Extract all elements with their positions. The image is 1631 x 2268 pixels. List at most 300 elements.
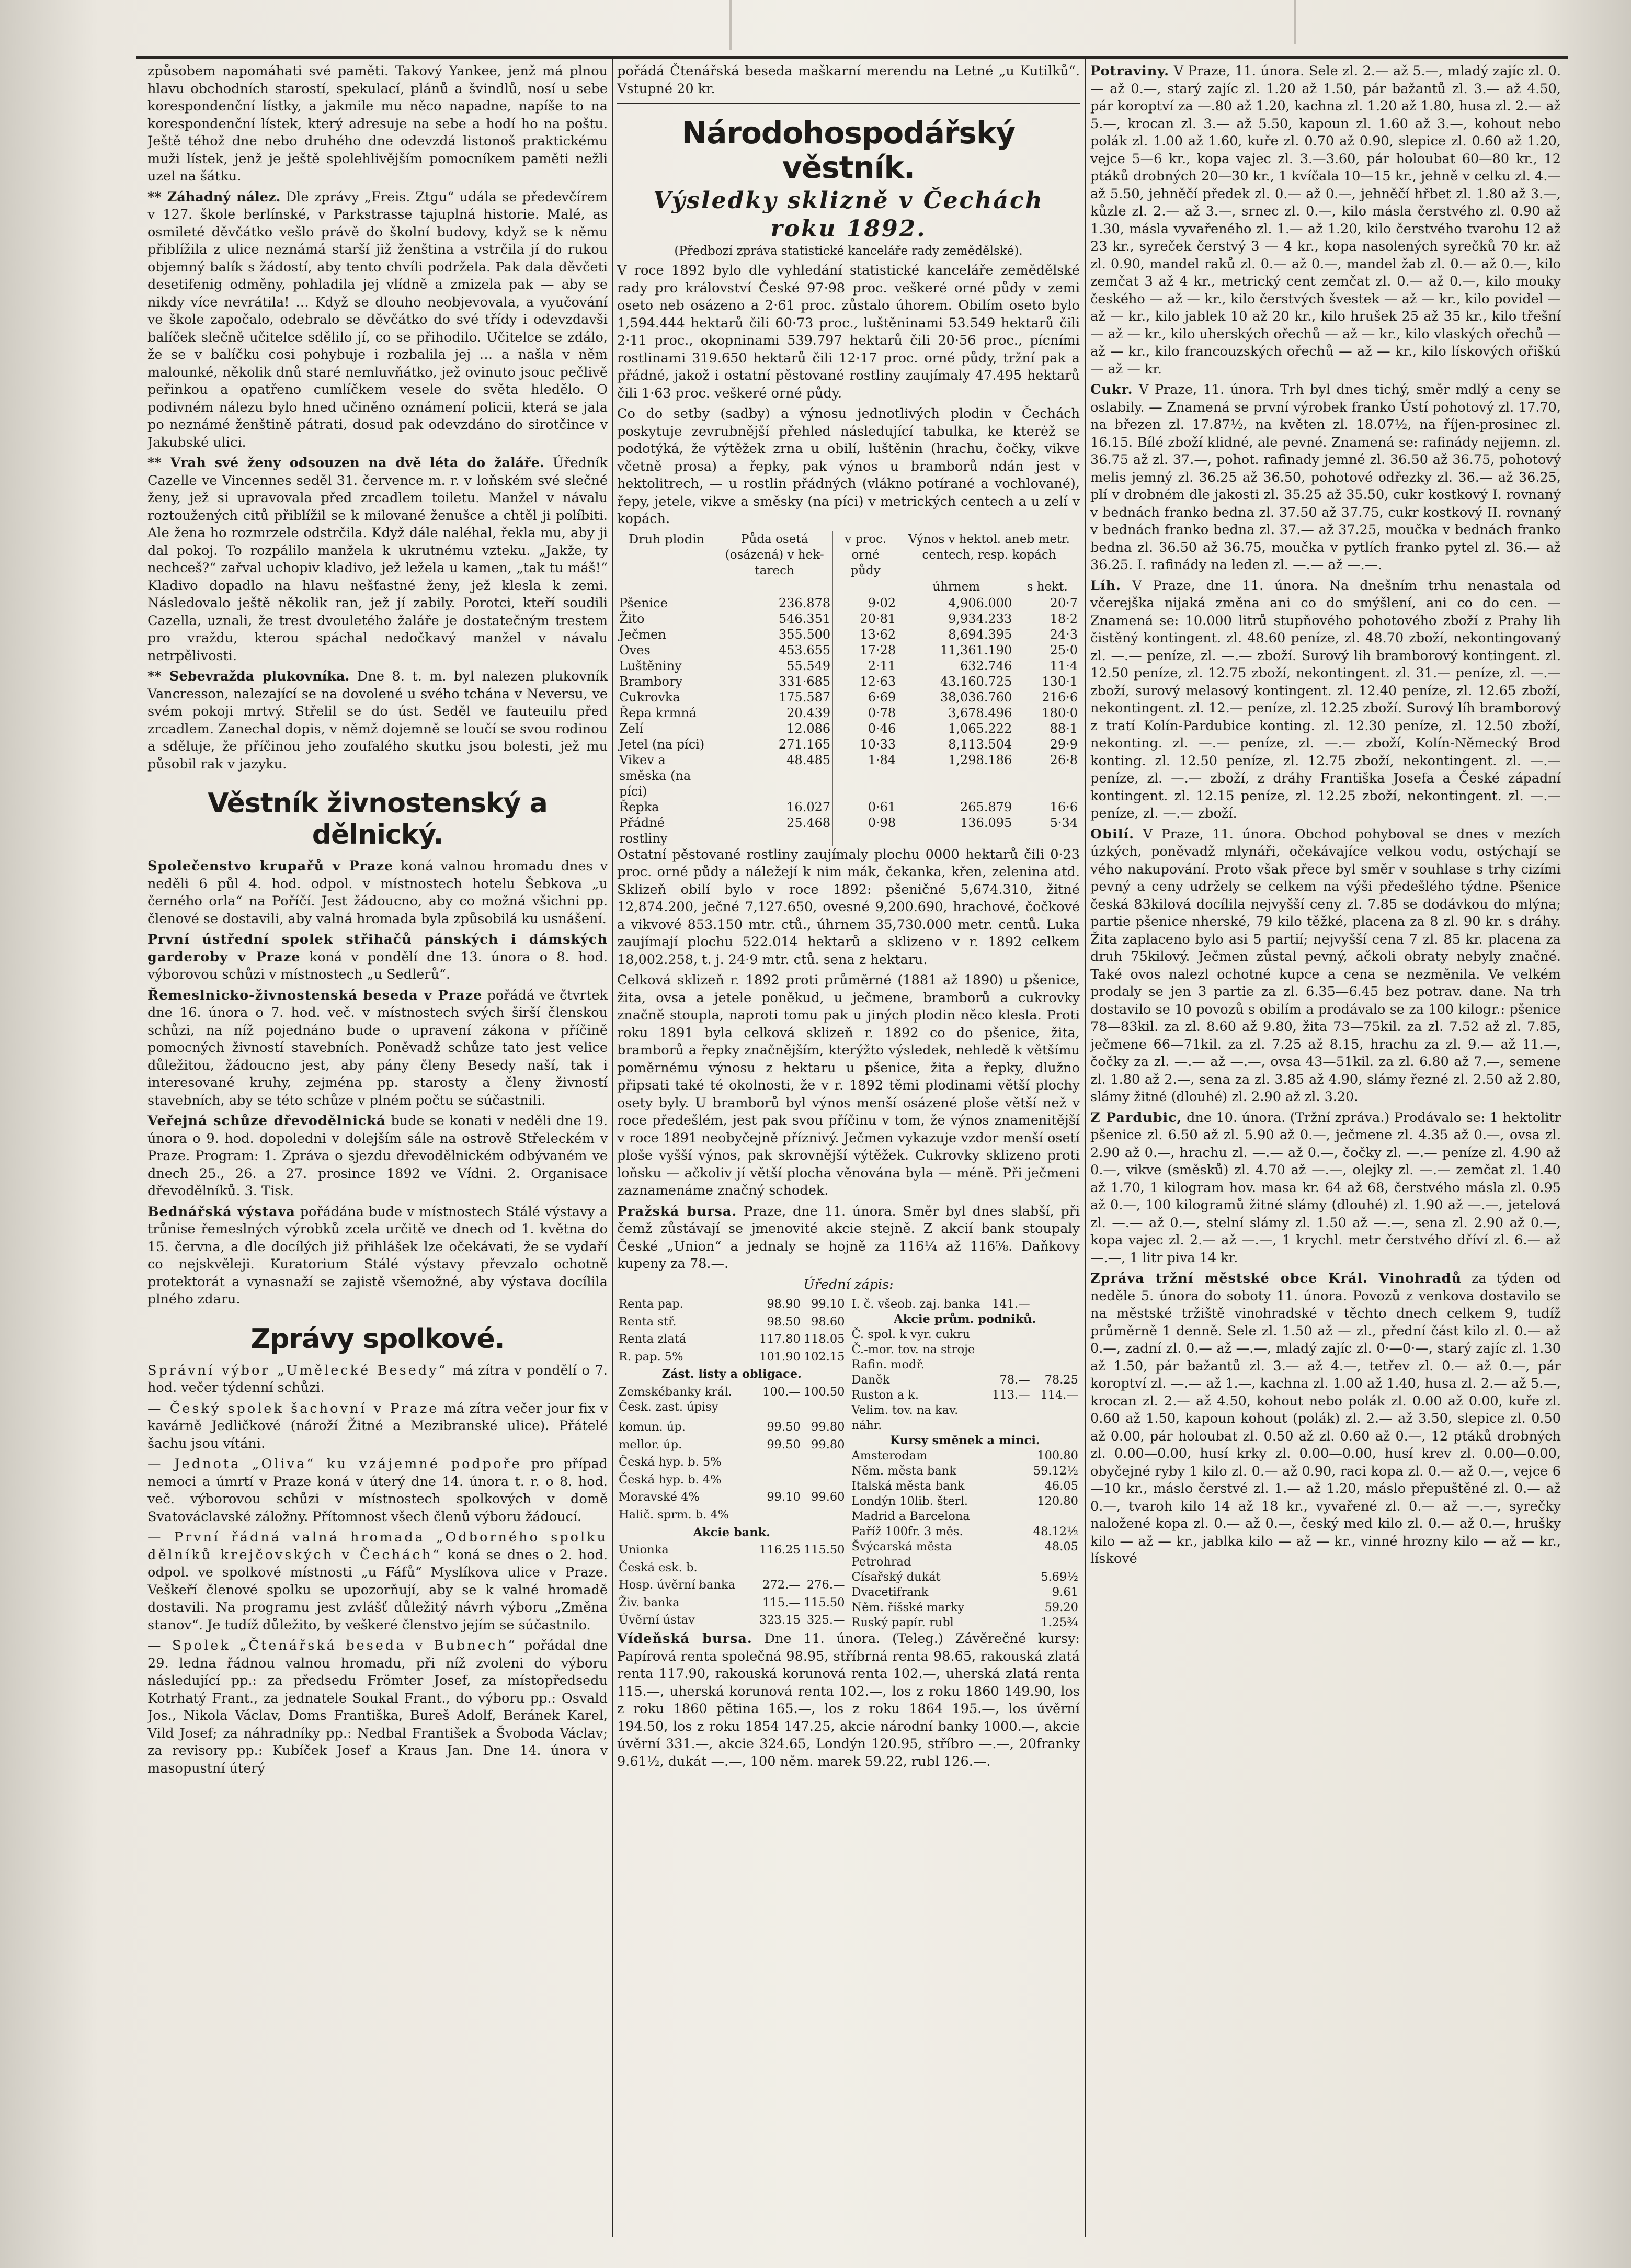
crop-value-cell: 55.549 bbox=[716, 658, 833, 674]
club-news-lead: Správní výbor „Umělecké Besedy“ bbox=[147, 1362, 448, 1378]
club-news-paragraph: — Spolek „Čtenářská beseda v Bubnech“ pořádal dne 29. ledna řádnou valnou hromadu, při níž zvoleni do výboru následující pp.: za předsedu Frömter Josef, za místopředsedu Kotrhatý Frant., za jednatele Soukal Frant., do výboru pp.: Osvald Jos., Nikola Václav, Doms Františka, Bureš Adolf, Beránek Karel, Vild Josef; za náhradníky pp.: Nedbal František a Švoboda Václav; za revisory pp.: Kubíček Josef a Kraus Jan. Dne 14. února v masopustní úterý bbox=[147, 1638, 608, 1776]
burse-row bbox=[617, 1420, 847, 1437]
security-name: Hosp. úvěrní banka bbox=[619, 1578, 735, 1592]
notice-paragraph: Veřejná schůze dřevodělnická bude se konati v neděli dne 19. února o 9. hod. dopoledni v dolejším sále na ostrově Střeleckém v Praze. Program: 1. Zpráva o sjezdu dřevodělnickém odbývaném ve dnech 25., 26. a 27. prosince 1892 ve Vídni. 2. Organisace dřevodělníků. 3. Tisk. bbox=[147, 1113, 608, 1199]
security-name: Renta pap. bbox=[619, 1297, 683, 1311]
burse-row bbox=[617, 1578, 847, 1595]
ask-price: 1.25¾ bbox=[1041, 1616, 1078, 1629]
burse-row bbox=[617, 1332, 847, 1350]
burse-row bbox=[850, 1555, 1080, 1570]
burse-row bbox=[850, 1448, 1080, 1464]
table-row bbox=[617, 611, 1080, 627]
table-row bbox=[617, 705, 1080, 721]
bid-price bbox=[990, 1403, 1032, 1433]
burse-row bbox=[617, 1595, 847, 1613]
ask-price: 99.10 bbox=[811, 1297, 845, 1311]
security-name: Amsterodam bbox=[851, 1449, 928, 1462]
burse-row bbox=[850, 1494, 1080, 1509]
notice-lead: První ústřední spolek střihačů pánských i dámských garderoby v Praze bbox=[147, 932, 608, 965]
bid-price bbox=[990, 1494, 1032, 1509]
security-name: Renta stř. bbox=[619, 1314, 677, 1329]
table-row bbox=[617, 736, 1080, 752]
security-name: Něm. říšské marky bbox=[851, 1601, 965, 1614]
ask-price bbox=[802, 1507, 847, 1525]
ask-price: 46.05 bbox=[1044, 1479, 1078, 1493]
security-name: Petrohrad bbox=[851, 1555, 911, 1569]
bid-price bbox=[990, 1509, 1032, 1524]
crop-value-cell: 29·9 bbox=[1014, 736, 1080, 752]
bid-price: 78.— bbox=[999, 1373, 1030, 1387]
crop-value-cell: 88·1 bbox=[1014, 721, 1080, 736]
crop-value-cell: 48.485 bbox=[716, 752, 833, 799]
crop-value-cell: 13·62 bbox=[833, 627, 898, 642]
burse-table-left bbox=[617, 1297, 847, 1630]
crop-value-cell: 632.746 bbox=[898, 658, 1014, 674]
crop-value-cell: 8,694.395 bbox=[898, 627, 1014, 642]
article-paragraph: pořádá Čtenářská beseda maškarní merendu na Letné „u Kutilků“. Vstupné 20 kr. bbox=[617, 63, 1080, 97]
burse-row bbox=[850, 1327, 1080, 1342]
crop-name-cell: Řepka bbox=[619, 799, 659, 814]
bid-price: 116.25 bbox=[759, 1543, 801, 1557]
section-title: Věstník živnostenský a dělnický. bbox=[208, 788, 548, 850]
crop-value-cell: 136.095 bbox=[898, 815, 1014, 846]
bid-price: 272.— bbox=[762, 1578, 801, 1592]
bid-price bbox=[990, 1524, 1032, 1539]
article-paragraph: Celková sklizeň r. 1892 proti průměrné (1881 až 1890) u pšenice, žita, ovsa a jetele poněkud, u ječmene, bramborů a cukrovky značně stoupla, naproti tomu pak u jiných plodin něco klesla. Proti roku 1891 byla celková sklizeň r. 1892 co do pšenice, žita, bramborů a řepky značnějším, kterýžto výsledek, nehledě k většímu poměrnému výnosu z hektaru u pšenice, žita a řepky, dlužno připsati také té okolnosti, že v r. 1892 těmi plodinami větší plochy osety byly. U bramborů byl výnos menší osázené ploše větší než v roce předešlém, jest pak svou příčinu v tom, že výnos znamenitější v roce 1891 neobyčejně příznivý. Ječmen vykazuje vzdor menší osetí ploše vyšší výnos, pak skrovnější výtěžek. Cukrovky sklizeno proti loňsku — ačkoliv jí větší plocha věnována byla — méně. Při ječmeni zaznamenáme značný schodek. bbox=[617, 972, 1080, 1198]
burse-row bbox=[617, 1472, 847, 1490]
crop-value-cell: 17·28 bbox=[833, 642, 898, 658]
crop-value-cell: 9·02 bbox=[833, 595, 898, 611]
burse-table-right bbox=[850, 1297, 1080, 1630]
article-headline: Výsledky sklizně v Čechách bbox=[653, 187, 1044, 214]
scan-artifact bbox=[1294, 0, 1296, 44]
notice-paragraph: Řemeslnicko-živnostenská beseda v Praze pořádá ve čtvrtek dne 16. února o 7. hod. več. v místnostech svých širší členskou schůzi, na níž pojednáno bude o upravení zákona v příčině pomocných živností stavebních. Poněvadž schůze tato jest velice důležitou, žádoucno jest, aby pány členy Besedy naší, tak i interesované kruhy, zejména pp. starosty a členy živností stavebních, aby se této schůze v plném počtu se súčastnili. bbox=[147, 987, 608, 1108]
crop-name-cell: Ječmen bbox=[619, 627, 666, 642]
security-name: komun. úp. bbox=[619, 1420, 686, 1434]
market-report-lead: Cukr. bbox=[1090, 382, 1133, 398]
burse-row bbox=[850, 1570, 1080, 1585]
bid-price bbox=[990, 1357, 1032, 1373]
table-header-crop: Druh plodin bbox=[617, 531, 716, 595]
article-paragraph: Ostatní pěstované rostliny zaujímaly plochu 0000 hektarů čili 0·23 proc. orné půdy a náležejí k nim mák, čekanka, křen, zelenina atd. Sklizeň obilí bylo v roce 1892: pšeničné 5,674.310, žitné 12,874.200, ječné 7,127.650, ovesné 9,200.690, hrachové, čočkové a vikvové 853.150 mtr. ctů., úhrnem 35,730.000 metr. centů. Luka zaujímají plochu 522.014 hektarů a sklizeno v r. 1892 celkem 18,002.258, t. j. 24·9 mtr. ctů. sena z hektaru. bbox=[617, 846, 1080, 968]
security-name: mellor. úp. bbox=[619, 1437, 682, 1451]
burse-lead: Pražská bursa. bbox=[617, 1203, 737, 1219]
crop-value-cell: 355.500 bbox=[716, 627, 833, 642]
burse-row bbox=[617, 1543, 847, 1560]
crop-value-cell: 8,113.504 bbox=[898, 736, 1014, 752]
ask-price bbox=[802, 1560, 847, 1578]
ask-price: 100.80 bbox=[1037, 1449, 1078, 1462]
crop-value-cell: 25.468 bbox=[716, 815, 833, 846]
security-name: Ruston a k. bbox=[851, 1388, 919, 1402]
crop-value-cell: 24·3 bbox=[1014, 627, 1080, 642]
security-name: Italská města bank bbox=[851, 1479, 965, 1493]
market-report: Potraviny. V Praze, 11. února. Sele zl. 2.— až 5.—, mladý zajíc zl. 0.— až 0.—, starý zajíc zl. 1.20 až 1.50, pár bažantů zl. 3.— až 4.50, pár koroptví za —.80 až 1.20, kachna zl. 1.20 až 1.80, husa zl. 2.— až 5.—, krocan zl. 3.— až 5.50, kapoun zl. 1.60 až 3.—, kohout nebo polák zl. 1.00 až 1.60, kuře zl. 0.70 až 0.90, slepice zl. 0.60 až 1.20, vejce 5—6 kr., kopa vajec zl. 3.—3.60, pár holoubat 60—80 kr., 12 ptáků drobných 20—30 kr., 1 kvíčala 10—15 kr., jehně v celku zl. 4.— až 5.50, jehněčí předek zl. 0.— až 0.—, jehněčí hřbet zl. 1.80 až 3.—, kůzle zl. 2.— až 3.—, srnec zl. 0.—, kilo másla čerstvého zl. 0.90 až 1.30, másla vyvařeného zl. 1.— až 1.20, kilo čerstvého tvarohu 12 až 23 kr., syreček čerstvý 3 — 4 kr., kopa nasolených syrečků 70 kr. až zl. 0.90, mandel raků zl. 0.— až 0.—, mandel žab zl. 0.— až 0.—, kilo zemčat 3 až 4 kr., metrický cent zemčat zl. 0.— až 0.—, kilo mouky českého — až — kr., kilo čerstvých švestek — až — kr., kilo povidel — až — kr., kilo jablek 10 až 20 kr., kilo hrušek 25 až 35 kr., kilo třešní — až — kr., kilo uherských ořechů — až — kr., kilo vlaských ořechů — až — kr., kilo francouzských ořechů — až — kr., kilo lískových ořiškú — až — kr. bbox=[1090, 63, 1561, 377]
burse-quotes bbox=[617, 1297, 1080, 1630]
security-name: Renta zlatá bbox=[619, 1332, 687, 1346]
bid-price bbox=[990, 1342, 1032, 1357]
burse-row bbox=[850, 1388, 1080, 1403]
crop-name-cell: Jetel (na píci) bbox=[619, 736, 705, 752]
crop-value-cell: 180·0 bbox=[1014, 705, 1080, 721]
bid-price: 100.— bbox=[762, 1385, 801, 1399]
security-name: Česká hyp. b. 4% bbox=[619, 1472, 722, 1487]
security-name: Č. spol. k vyr. cukru bbox=[851, 1328, 970, 1341]
burse-row bbox=[617, 1297, 847, 1314]
crop-name-cell: Přádné rostliny bbox=[619, 815, 668, 846]
club-news-paragraph: — První řádná valná hromada „Odborného spolku dělníků krejčovských v Čechách“ koná se dnes o 2. hod. odpol. ve spolkové místnosti „u Fáfů“ Myslíkova ulice v Praze. Veškeří členové spolku se upozorňují, aby se k valné hromadě dostavili. Na programu jest zvlášť důležitý návrh výboru „Změna stanov“. Je tudíž důležito, by veškeré členstvo jejím se súčastnilo. bbox=[147, 1529, 608, 1633]
burse-row bbox=[850, 1479, 1080, 1494]
ask-price bbox=[1032, 1509, 1080, 1524]
scan-artifact bbox=[729, 0, 732, 50]
bid-price bbox=[758, 1455, 802, 1472]
notice-paragraph: První ústřední spolek střihačů pánských i dámských garderoby v Praze koná v pondělí dne 13. února o 8. hod. výborovou schůzi v místnostech „u Sedlerů“. bbox=[147, 932, 608, 982]
security-name: Ruský papír. rubl bbox=[851, 1616, 954, 1629]
ask-price: 325.— bbox=[806, 1613, 845, 1627]
table-row bbox=[617, 752, 1080, 799]
crop-value-cell: 10·33 bbox=[833, 736, 898, 752]
security-name: Daněk bbox=[851, 1373, 890, 1387]
burse-row bbox=[617, 1507, 847, 1525]
table-row bbox=[617, 642, 1080, 658]
crop-value-cell: 16·6 bbox=[1014, 799, 1080, 815]
bid-price bbox=[990, 1615, 1032, 1630]
divider bbox=[617, 103, 1080, 104]
ask-price: 98.60 bbox=[811, 1314, 845, 1329]
club-news-lead: — Spolek „Čtenářská beseda v Bubnech“ bbox=[147, 1638, 517, 1653]
market-report-lead: Obilí. bbox=[1090, 826, 1134, 842]
burse-group-title: Kursy směnek a minci. bbox=[889, 1434, 1040, 1447]
crop-value-cell: 0·78 bbox=[833, 705, 898, 721]
notice-paragraph: Bednářská výstava pořádána bude v místnostech Stálé výstavy a trůnise řemeslných výrobků zcela určitě ve dnech od 1. května do 15. června, a dle docílých již přihlášek lze očekávati, že se vydaří co nejskvěleji. Kuratorium Stálé výstavy převzalo ochotně protektorát a vynasnaží se zajistě všemožné, aby výstava docílila plného zdaru. bbox=[147, 1204, 608, 1307]
ask-price: 99.80 bbox=[811, 1420, 845, 1434]
club-news-lead: — Jednota „Oliva“ ku vzájemné podpoře bbox=[147, 1456, 522, 1472]
ask-price bbox=[1032, 1342, 1080, 1357]
table-row bbox=[617, 674, 1080, 689]
security-name: Česká hyp. b. 5% bbox=[619, 1455, 722, 1469]
crop-value-cell: 9,934.233 bbox=[898, 611, 1014, 627]
burse-paragraph: Pražská bursa. Praze, dne 11. února. Směr byl dnes slabší, při čemž zůstávají se jmenovité akcie stejně. Z akcií bank stoupaly České „Union“ a jednaly se hojně za 116¼ až 116⅝. Daňkovy kupeny za 78.—. bbox=[617, 1203, 1080, 1272]
table-row bbox=[617, 658, 1080, 674]
column-rule bbox=[1085, 58, 1086, 2237]
crop-value-cell: 331·685 bbox=[716, 674, 833, 689]
crop-value-cell: 26·8 bbox=[1014, 752, 1080, 799]
ask-price: 78.25 bbox=[1044, 1373, 1078, 1387]
burse-row bbox=[617, 1385, 847, 1420]
burse-row bbox=[617, 1350, 847, 1367]
article-paragraph: ** Vrah své ženy odsouzen na dvě léta do žaláře. Úředník Cazelle ve Vincennes seděl 31. července m. r. v loňském své slečné ženy, jež si upravovala před zrcadlem toiletu. Manžel v návalu roztoužených citů přiblížil se k milované ženušce a chtěl ji políbiti. Ale žena ho rozmrzele odstrčila. Když dále naléhal, řekla mu, aby ji dal pokoj. To rozpálilo manžela k ukrutnému vzteku. „Jakže, ty nechceš?“ zařval uchopiv kladivo, jež ležela u kamen, „tak tu máš!“ Kladivo dopadlo na hlavu nešťastné ženy, jež klesla k zemi. Následovalo ještě několik ran, jež jí zabily. Porotci, kteří soudili Cazella, uznali, že trest dvouletého žaláře je dostatečným trestem pro vraždu, kterou spáchal nedočkavý manžel v návalu netrpělivosti. bbox=[147, 455, 608, 664]
ask-price bbox=[1032, 1555, 1080, 1570]
security-name: Halič. sprm. b. 4% bbox=[619, 1507, 729, 1522]
crop-value-cell: 12.086 bbox=[716, 721, 833, 736]
bid-price bbox=[758, 1472, 802, 1490]
section-masthead: Národohospodářský věstník. bbox=[681, 115, 1016, 185]
ask-price: 120.80 bbox=[1037, 1494, 1078, 1508]
bid-price: 99.50 bbox=[767, 1420, 801, 1434]
crop-value-cell: 1,065.222 bbox=[898, 721, 1014, 736]
crop-name-cell: Brambory bbox=[619, 674, 683, 689]
article-paragraph: způsobem napomáhati své paměti. Takový Yankee, jenž má plnou hlavu obchodních starostí, spekulací, plánů a švindlů, nosí u sebe korespondenční lístky, a jakmile mu něco napadne, napíše to na korespondenční lístek, který adresuje na sebe a hodí ho na poštu. Ještě téhož dne nebo druhého dne odevzdá listonoš praktickému muži lístek, jenž je ještě spolehlivějším pomocníkem paměti nežli uzel na šátku. bbox=[147, 63, 608, 184]
crop-name-cell: Pšenice bbox=[619, 595, 668, 610]
table-header-row bbox=[617, 531, 1080, 579]
burse-group-title: Akcie bank. bbox=[693, 1525, 771, 1539]
top-rule bbox=[136, 56, 1568, 59]
ask-price: 59.20 bbox=[1044, 1601, 1078, 1614]
burse-row bbox=[850, 1403, 1080, 1433]
ask-price: 102.15 bbox=[803, 1350, 845, 1364]
ask-price: 118.05 bbox=[803, 1332, 845, 1346]
burse-row bbox=[617, 1314, 847, 1332]
crop-value-cell: 11·4 bbox=[1014, 658, 1080, 674]
market-report: Líh. V Praze, dne 11. února. Na dnešním trhu nenastala od včerejška nijaká změna ani co do smýšlení, ani co do cen. — Znamená se: 10.000 litrů stupňového pohotového zboží z Prahy lih čistěný kontingent. zl. 48.60 peníze, zl. 48.70 zboží, nekontingovaný zl. —.— peníze, zl. —.— zboží. Surový lih bramborový kontingent. zl. 12.50 peníze, zl. 12.75 zboží, nekontingent. zl. 31.— peníze, zl. —.— zboží, surový melasový kontingent. zl. 12.40 peníze, zl. 12.65 zboží, nekontingent. zl. 12.— peníze, zl. 12.25 zboží. Surový líh bramborový z tratí Kolín-Pardubice konting. zl. 12.30 peníze, zl. 12.50 zboží, nekonting. zl. —.— peníze, zl. —.— zboží, Kolín-Německý Brod konting. zl. 12.50 peníze, zl. 12.75 zboží, nekontingent. zl. —.— peníze, zl. —.— zboží, z dráhy Františka Josefa a České západní kontingent. zl. 12.15 peníze, zl. 12.25 zboží, nekontingent. zl. —.— peníze, zl. —.— zboží. bbox=[1090, 577, 1561, 821]
security-name: Živ. banka bbox=[619, 1595, 680, 1609]
burse-row bbox=[617, 1455, 847, 1472]
bid-price bbox=[758, 1507, 802, 1525]
burse-row bbox=[850, 1357, 1080, 1373]
article-lead: ** Vrah své ženy odsouzen na dvě léta do žaláře. bbox=[147, 455, 544, 471]
burse-row bbox=[850, 1297, 1080, 1312]
ask-price bbox=[1032, 1357, 1080, 1373]
official-record-title: Úřední zápis: bbox=[803, 1276, 894, 1292]
market-report-lead: Potraviny. bbox=[1090, 63, 1170, 79]
crop-value-cell: 546.351 bbox=[716, 611, 833, 627]
table-row bbox=[617, 799, 1080, 815]
club-news-paragraph: — Český spolek šachovní v Praze má zítra večer jour fix v kavárně Jedličkové (nároží Žitné a Mezibranské ulice). Přátelé šachu jsou vítáni. bbox=[147, 1400, 608, 1451]
crop-value-cell: 271.165 bbox=[716, 736, 833, 752]
article-paragraph: V roce 1892 bylo dle vyhledání statistické kanceláře zemědělské rady pro království České 97·98 proc. veškeré orné půdy v zemi oseto neb osázeno a 2·61 proc. zůstalo úhorem. Obilím oseto bylo 1,594.444 hektarů čili 60·73 proc., luštěninami 53.549 hektarů čili 2·11 proc., okopninami 539.797 hektarů čili 20·56 proc., pícními rostlinami 319.650 hektarů čili 12·17 proc. orné půdy, tržní pak a přádné, jakož i ostatní pěstované rostliny zaujímaly 47.495 hektarů čili 1·63 proc. veškeré orné půdy. bbox=[617, 263, 1080, 401]
club-news-paragraph: Správní výbor „Umělecké Besedy“ má zítra v pondělí o 7. hod. večer týdenní schůzi. bbox=[147, 1362, 608, 1396]
ask-price bbox=[1032, 1403, 1080, 1433]
burse-group-row bbox=[850, 1312, 1080, 1327]
bid-price bbox=[990, 1327, 1032, 1342]
notice-lead: Bednářská výstava bbox=[147, 1204, 295, 1220]
crop-value-cell: 11,361.190 bbox=[898, 642, 1014, 658]
table-body bbox=[617, 1297, 847, 1630]
crop-value-cell: 2·11 bbox=[833, 658, 898, 674]
security-name: Rafin. modř. bbox=[851, 1358, 925, 1371]
security-name: Unionka bbox=[619, 1543, 669, 1557]
security-name: Zemskébanky král. Česk. zast. úpisy bbox=[619, 1385, 732, 1414]
bid-price bbox=[990, 1600, 1032, 1615]
ask-price: 48.05 bbox=[1044, 1540, 1078, 1553]
security-name: Madrid a Barcelona bbox=[851, 1510, 970, 1523]
notice-lead: Veřejná schůze dřevodělnická bbox=[147, 1113, 386, 1129]
market-report-lead: Zpráva tržní městské obce Král. Vinohradů bbox=[1090, 1271, 1462, 1286]
burse-row bbox=[850, 1585, 1080, 1600]
article-paragraph: ** Záhadný nález. Dle zprávy „Freis. Ztgu“ udála se předevčírem v 127. škole berlínské, v Parkstrasse tajuplná historie. Malé, as osmileté děvčátko vešlo právě do školní budovy, když se k němu přiblížila z ulice neznámá starší již ženština a vstrčila jí do rukou objemný balík s žádostí, aby tento chvíli podržela. Pak dala děvčeti desetifenig odměny, pohladila jej vlídně a zmizela pak — aby se nikdy více nevrátila! … Když se dlouho neobjevovala, a vyučování ve škole započalo, odebralo se děvčátko do své třídy i odevzdavši balíček slečně učitelce sdělilo jí, co se přihodilo. Učitelce se zdálo, že se v balíčku cosi pohybuje i rozbalila jej … a našla v něm malounké, několik dnů staré nemluvňátko, jež ovinuto jsouc pečlivě peřinkou a opatřeno cumlíčkem vesele do světa hledělo. O podivném nálezu bylo hned učiněno oznámení policii, která se jala po neznámé ženštině pátrati, dosud pak odevzdáno do sirotčince v Jakubské ulici. bbox=[147, 189, 608, 450]
vienna-burse-lead: Vídeňská bursa. bbox=[617, 1631, 752, 1647]
burse-row bbox=[617, 1490, 847, 1507]
market-report: Cukr. V Praze, 11. února. Trh byl dnes tichý, směr mdlý a ceny se oslabily. — Znamená se první výrobek franko Ústí pohotový zl. 17.70, na březen zl. 17.87½, na květen zl. 18.07½, na říjen-prosinec zl. 16.15. Bílé zboží klidné, ale pevné. Znamená se: rafinády nejjemn. zl. 36.75 až zl. 37.—, pohot. rafinady jemné zl. 36.50 až 36.75, pohotový melis jemný zl. 36.25 až 36.50, pohotové odřezky zl. 36.— až 36.25, plí v drobném dle jakosti zl. 35.25 až 35.50, cukr kostkový I. rovnaný v bednách franko bedna zl. 37.50 až 37.75, cukr kostkový II. rovnaný v bednách franko bedna zl. 37.— až 37.25, moučka v bednách franko bedna zl. 36.50 až 36.75, moučka v pytlích franko pytel zl. 36.— až 36.25. I. rafinády na leden zl. —.— až —.—. bbox=[1090, 382, 1561, 573]
ask-price: 114.— bbox=[1040, 1388, 1078, 1402]
table-row bbox=[617, 689, 1080, 705]
ask-price: 5.69½ bbox=[1041, 1570, 1078, 1584]
crop-value-cell: 5·34 bbox=[1014, 815, 1080, 846]
security-name: Česká esk. b. bbox=[619, 1560, 698, 1574]
security-name: Č.-mor. tov. na stroje bbox=[851, 1343, 975, 1356]
table-row bbox=[617, 595, 1080, 611]
market-report: Z Pardubic, dne 10. února. (Tržní zpráva.) Prodávalo se: 1 hektolitr pšenice zl. 6.50 až zl. 5.90 až 0.—, ječmene zl. 4.35 až 0.—, ovsa zl. 2.90 až 0.—, hrachu zl. —.— až 0.—, čočky zl. —.— peníze zl. 4.90 až 0.—, vikve (směsků) zl. 4.70 až —.—, olejky zl. —.— zemčat zl. 1.40 až 1.70, 1 kilogram hov. masa kr. 64 až 68, čerstvého másla zl. 0.95 až 0.—, 100 kilogramů žitné slámy (dlouhé) zl. 1.90 až —.—, jetelová zl. —.— až 0.—, stelní slámy zl. 1.50 až —.—, sena zl. 2.90 až 0.—, kopa vajec zl. 2.— až —.—, 1 krychl. metr čerstvého dříví zl. 6.— až —.—, 1 litr piva 14 kr. bbox=[1090, 1109, 1561, 1266]
crop-name-cell: Cukrovka bbox=[619, 689, 680, 705]
vienna-burse-paragraph: Vídeňská bursa. Dne 11. února. (Teleg.) Závěrečné kursy: Papírová renta společná 98.95, stříbrná renta 98.65, rakouská zlatá renta 117.90, rakouská korunová renta 102.—, uherská zlatá renta 115.—, uherská korunová renta 102.—, los z roku 1860 149.90, los z roku 1860 pětina 165.—, los z roku 1864 195.—, los úvěrní 194.50, los z roku 1854 147.25, akcie národní banky 1000.—, akcie úvěrní 331.—, akcie 324.65, Londýn 120.95, stříbro —.—, 20franky 9.61½, dukát —.—, 100 něm. marek 59.22, rubl 126.—. bbox=[617, 1631, 1080, 1770]
table-row bbox=[617, 815, 1080, 846]
bid-price: 323.15 bbox=[759, 1613, 801, 1627]
bid-price bbox=[990, 1448, 1032, 1464]
security-name: Moravské 4% bbox=[619, 1490, 700, 1504]
article-headline-year: roku 1892. bbox=[770, 216, 927, 242]
crop-name-cell: Zelí bbox=[619, 721, 644, 736]
crop-value-cell: 43.160.725 bbox=[898, 674, 1014, 689]
notice-lead: Společenstvo krupařů v Praze bbox=[147, 858, 394, 874]
table-body bbox=[617, 595, 1080, 846]
security-name: I. č. všeob. zaj. banka bbox=[851, 1297, 980, 1311]
bid-price bbox=[758, 1560, 802, 1578]
crop-value-cell: 6·69 bbox=[833, 689, 898, 705]
club-news-lead: — Český spolek šachovní v Praze bbox=[147, 1400, 439, 1416]
section-title: Zprávy spolkové. bbox=[250, 1323, 505, 1355]
bid-price: 117.80 bbox=[759, 1332, 801, 1346]
crop-value-cell: 20·81 bbox=[833, 611, 898, 627]
bid-price: 113.— bbox=[992, 1388, 1030, 1402]
ask-price: 100.50 bbox=[803, 1385, 845, 1399]
burse-row bbox=[850, 1539, 1080, 1555]
crop-value-cell: 175.587 bbox=[716, 689, 833, 705]
ask-price: 115.50 bbox=[803, 1595, 845, 1609]
burse-row bbox=[617, 1613, 847, 1630]
crop-value-cell: 20.439 bbox=[716, 705, 833, 721]
bid-price: 101.90 bbox=[759, 1350, 801, 1364]
crop-value-cell: 265.879 bbox=[898, 799, 1014, 815]
article-paragraph: ** Sebevražda plukovníka. Dne 8. t. m. byl nalezen plukovník Vancresson, nalezající se na dovolené u svého tchána v Neversu, ve svém pokoji mrtvý. Střelil se do úst. Seděl ve fauteuilu před zrcadlem. Zanechal dopis, v němž dojemně se loučí se svou rodinou a sděluje, že příčinou jeho zoufalého skutku jsou bolesti, jež mu působil rak v jazyku. bbox=[147, 668, 608, 772]
bid-price bbox=[990, 1479, 1032, 1494]
bid-price: 99.50 bbox=[767, 1437, 801, 1451]
security-name: Císařský dukát bbox=[851, 1570, 941, 1584]
crop-value-cell: 12·63 bbox=[833, 674, 898, 689]
club-news-paragraph: — Jednota „Oliva“ ku vzájemné podpoře pro případ nemoci a úmrtí v Praze koná v úterý dne 14. února t. r. o 8. hod. več. výborovou schůzi v místnostech spolkových v domě Svatováclavské záložny. Přítomnost všech členů výboru žádoucí. bbox=[147, 1456, 608, 1525]
burse-row bbox=[850, 1509, 1080, 1524]
crop-value-cell: 38,036.760 bbox=[898, 689, 1014, 705]
burse-row bbox=[850, 1342, 1080, 1357]
ask-price: 99.80 bbox=[811, 1437, 845, 1451]
security-name: Úvěrní ústav bbox=[619, 1613, 695, 1627]
table-row bbox=[617, 627, 1080, 642]
burse-row bbox=[617, 1437, 847, 1455]
bid-price bbox=[990, 1555, 1032, 1570]
security-name: Londýn 10lib. šterl. bbox=[851, 1494, 968, 1508]
bid-price: 99.10 bbox=[767, 1490, 801, 1504]
burse-group-row bbox=[617, 1367, 847, 1385]
table-header-total: úhrnem bbox=[898, 579, 1014, 595]
crop-yield-table bbox=[617, 531, 1080, 846]
table-header-pct: v proc. orné půdy bbox=[833, 531, 898, 579]
burse-group-title: Zást. listy a obligace. bbox=[661, 1367, 802, 1381]
article-source: (Předbozí zpráva statistické kanceláře rady zemědělské). bbox=[674, 244, 1023, 258]
notice-paragraph: Společenstvo krupařů v Praze koná valnou hromadu dnes v neděli 6 půl 4. hod. odpol. v místnostech hotelu Šebkova „u černého orla“ na Poříčí. Jest žádoucno, aby co možná všichni pp. členové se dostavili, aby valná hromada byla způsobilá ku usnášení. bbox=[147, 858, 608, 927]
bid-price bbox=[990, 1570, 1032, 1585]
security-name: Švýcarská města bbox=[851, 1540, 952, 1553]
crop-value-cell: 236.878 bbox=[716, 595, 833, 611]
crop-value-cell: 0·61 bbox=[833, 799, 898, 815]
crop-name-cell: Vikev a směska (na píci) bbox=[619, 752, 691, 799]
ask-price bbox=[802, 1455, 847, 1472]
crop-name-cell: Žito bbox=[619, 611, 645, 626]
security-name: Dvacetifrank bbox=[851, 1585, 929, 1599]
market-report-lead: Z Pardubic, bbox=[1090, 1109, 1182, 1126]
security-name: Paříž 100fr. 3 měs. bbox=[851, 1525, 963, 1538]
bid-price: 98.50 bbox=[767, 1314, 801, 1329]
bid-price bbox=[990, 1585, 1032, 1600]
burse-row bbox=[850, 1524, 1080, 1539]
column-left bbox=[147, 63, 608, 2231]
ask-price bbox=[1032, 1297, 1080, 1312]
crop-value-cell: 453.655 bbox=[716, 642, 833, 658]
burse-row bbox=[850, 1373, 1080, 1388]
bid-price: 141.— bbox=[992, 1297, 1030, 1311]
burse-row bbox=[850, 1600, 1080, 1615]
ask-price: 115.50 bbox=[803, 1543, 845, 1557]
crop-value-cell: 130·1 bbox=[1014, 674, 1080, 689]
crop-value-cell: 1·84 bbox=[833, 752, 898, 799]
burse-group-title: Akcie prům. podniků. bbox=[894, 1312, 1036, 1326]
crop-value-cell: 4,906.000 bbox=[898, 595, 1014, 611]
burse-group-row bbox=[617, 1525, 847, 1543]
article-paragraph: Co do setby (sadby) a výnosu jednotlivých plodin v Čechách poskytuje zevrubnější přehled následující tabulka, ke kterėž se podotýká, že výtěžek zrna u obilí, luštěnin (hrachu, čočky, vikve včetně prosa) a řepky, pak výnos u bramborů ndán jest v hektolitrech, — u rostlin přádných (vlákno potírané a vochlované), řepy, jetele, vikve a směsky (na píci) v metrických centech a u zelí v kopách. bbox=[617, 406, 1080, 527]
market-report: Obilí. V Praze, 11. února. Obchod pohyboval se dnes v mezích úzkých, poněvadž mlynáři, očekávajíce velkou vodu, ostýchají se vého nakupování. Proto však přece byl směr v souhlase s trhy cizími pevný a ceny udržely se celkem na výši předešlého týdne. Pšenice česká 83kilová docílila nejvyšší ceny zl. 7.85 se dodávkou do mlýna; partie pšenice nherské, 79 kilo těžké, placena za 8 zl. 90 kr. s dráhy. Žita zaplaceno bylo asi 5 partií; nejvyšší cena 7 zl. 85 kr. placena za druh 75kilový. Ječmen zůstal pevný, ačkoli obraty nebyly značné. Také ovos nalezl ochotné kupce a cena se nezměnila. Ve velkém prodaly se jen 3 partie za zl. 6.35—6.45 bez potrav. dane. Na trh dostavilo se 10 povozů s obilím a prodávalo se za 100 kilogr.: pšenice 78—83kil. za zl. 8.60 až 9.80, žita 73—75kil. za zl. 7.52 až zl. 7.85, ječmene 66—71kil. za zl. 7.25 až 8.15, hrachu za zl. 9.— až 11.—, čočky za zl. —.— až —.—, ovsa 43—51kil. za zl. 6.80 až 7.—, semene zl. 1.80 až 2.—, sena za zl. 3.85 až 4.90, slámy řezné zl. 2.50 až 2.80, slámy žitné (dlouhé) zl. 2.90 až zl. 3.20. bbox=[1090, 826, 1561, 1105]
burse-row bbox=[617, 1560, 847, 1578]
burse-row bbox=[850, 1615, 1080, 1630]
bid-price bbox=[990, 1539, 1032, 1555]
burse-row bbox=[850, 1464, 1080, 1479]
notice-lead: Řemeslnicko-živnostenská beseda v Praze bbox=[147, 987, 483, 1003]
column-rule bbox=[612, 58, 613, 2237]
table-header-per-hectare: s hekt. bbox=[1014, 579, 1080, 595]
article-lead: ** Sebevražda plukovníka. bbox=[147, 668, 350, 684]
burse-group-row bbox=[850, 1433, 1080, 1448]
crop-value-cell: 0·98 bbox=[833, 815, 898, 846]
security-name: Velim. tov. na kav. náhr. bbox=[851, 1403, 959, 1432]
table-header-yield: Výnos v hektol. aneb metr. centech, resp. kopách bbox=[898, 531, 1080, 579]
table-body bbox=[850, 1297, 1080, 1630]
crop-name-cell: Oves bbox=[619, 642, 651, 657]
column-right bbox=[1090, 63, 1561, 2231]
ask-price: 99.60 bbox=[811, 1490, 845, 1504]
crop-value-cell: 1,298.186 bbox=[898, 752, 1014, 799]
bid-price: 115.— bbox=[762, 1595, 801, 1609]
ask-price: 276.— bbox=[806, 1578, 845, 1592]
ask-price: 48.12½ bbox=[1033, 1525, 1078, 1538]
club-news-lead: — První řádná valná hromada „Odborného spolku dělníků krejčovských v Čechách“ bbox=[147, 1529, 608, 1563]
table-header-area: Půda osetá (osázená) v hek- tarech bbox=[716, 531, 833, 579]
crop-value-cell: 0·46 bbox=[833, 721, 898, 736]
article-lead: ** Záhadný nález. bbox=[147, 189, 281, 205]
column-middle bbox=[617, 63, 1080, 2231]
ask-price: 9.61 bbox=[1052, 1585, 1078, 1599]
crop-name-cell: Luštěniny bbox=[619, 658, 682, 673]
security-name: Něm. města bank bbox=[851, 1464, 956, 1478]
market-report: Zpráva tržní městské obce Král. Vinohradů za týden od neděle 5. února do soboty 11. února. Povozů z venkova dostavilo se na městské tržiště vinohradské v těchto dnech celkem 9, tudíž průměrně 1 denně. Sele zl. 1.50 až — zl., přední část kilo zl. 0.— až 0.—, zadní zl. 0.— až —.—, mladý zajíc zl. 0·—0·—, starý zajíc zl. 1.30 až 1.50, pár bažantů zl. 3.— až 4.—, tetřev zl. 0.— až 0.—, pár koroptví zl. —.— až 1.—, kachna zl. 1.00 až 1.40, husa zl. 2.— až 5.—, krocan zl. 2.— až 4.50, kohout nebo polák zl. 0.00 až 0.00, kuře zl. 0.60 až 1.50, kapoun kohout (polák) zl. 2.— až 3.50, slepice zl. 0.50 až 0.00, pár holoubat zl. 0.50 až zl. 0.60 až 0.—, 12 ptáků drobných zl. 0.00—0.00, husí krky zl. 0.00—0.00, husí krev zl. 0.00—0.00, obyčejné ryby 1 kilo zl. 0.— až 0.90, raci kopa zl. 0.— až 0.—, vejce 6—10 kr., máslo čerstvé zl. 1.— až 1.20, máslo přepuštěné zl. 0.— až 0.—, tvaroh kilo 14 až 18 kr., vyvařené zl. 0.— až —.—, syrečky naložené kopa zl. 0.— až 0.—, český med kilo zl. 0.— až 0.—, hrušky kilo — až — kr., jablka kilo — až — kr., vinné hrozny kilo — až — kr., lískové bbox=[1090, 1271, 1561, 1567]
crop-value-cell: 3,678.496 bbox=[898, 705, 1014, 721]
crop-value-cell: 16.027 bbox=[716, 799, 833, 815]
bid-price bbox=[990, 1464, 1032, 1479]
ask-price bbox=[802, 1472, 847, 1490]
bid-price: 98.90 bbox=[767, 1297, 801, 1311]
crop-value-cell: 216·6 bbox=[1014, 689, 1080, 705]
crop-value-cell: 18·2 bbox=[1014, 611, 1080, 627]
crop-name-cell: Řepa krmná bbox=[619, 705, 697, 720]
crop-value-cell: 20·7 bbox=[1014, 595, 1080, 611]
ask-price: 59.12½ bbox=[1033, 1464, 1078, 1478]
ask-price bbox=[1032, 1327, 1080, 1342]
